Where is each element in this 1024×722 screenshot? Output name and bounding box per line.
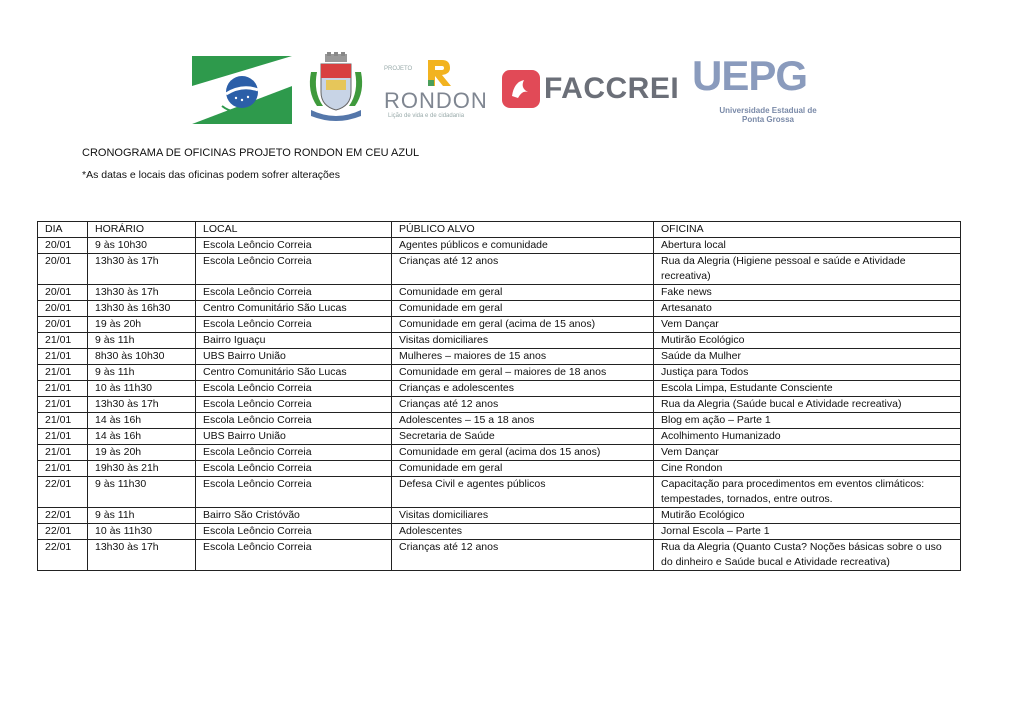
table-row (38, 413, 961, 429)
document-note: *As datas e locais das oficinas podem sofrer alterações (82, 169, 340, 181)
cell-local: Escola Leôncio Correia (196, 238, 392, 254)
cell-publico-alvo: Adolescentes (392, 524, 654, 540)
cell-horario: 9 às 11h30 (88, 477, 196, 508)
cell-oficina: Rua da Alegria (Quanto Custa? Noções básicas sobre o uso do dinheiro e Saúde bucal e Atividade recreativa) (654, 540, 961, 571)
cell-local: UBS Bairro União (196, 349, 392, 365)
document-title: CRONOGRAMA DE OFICINAS PROJETO RONDON EM CEU AZUL (82, 147, 420, 159)
cell-oficina: Abertura local (654, 238, 961, 254)
table-row (38, 333, 961, 349)
cell-dia: 22/01 (38, 524, 88, 540)
cell-oficina: Escola Limpa, Estudante Consciente (654, 381, 961, 397)
logo-strip (190, 52, 840, 128)
cell-publico-alvo: Crianças até 12 anos (392, 540, 654, 571)
cell-dia: 21/01 (38, 413, 88, 429)
rondon-r-icon (424, 58, 454, 88)
header-dia: DIA (38, 222, 88, 238)
cell-publico-alvo: Visitas domiciliares (392, 333, 654, 349)
cell-local: Centro Comunitário São Lucas (196, 301, 392, 317)
cell-horario: 10 às 11h30 (88, 381, 196, 397)
table-row (38, 540, 961, 571)
cell-local: Escola Leôncio Correia (196, 413, 392, 429)
coat-of-arms-logo (305, 52, 367, 124)
cell-horario: 10 às 11h30 (88, 524, 196, 540)
cell-oficina: Blog em ação – Parte 1 (654, 413, 961, 429)
cell-horario: 9 às 11h (88, 365, 196, 381)
cell-publico-alvo: Visitas domiciliares (392, 508, 654, 524)
table-row (38, 254, 961, 285)
table-row (38, 461, 961, 477)
parana-flag-logo (192, 56, 292, 124)
cell-local: Escola Leôncio Correia (196, 317, 392, 333)
cell-publico-alvo: Comunidade em geral (392, 285, 654, 301)
cell-local: Escola Leôncio Correia (196, 397, 392, 413)
cell-local: Escola Leôncio Correia (196, 254, 392, 285)
cell-local: Bairro São Cristóvão (196, 508, 392, 524)
cell-publico-alvo: Defesa Civil e agentes públicos (392, 477, 654, 508)
cell-horario: 14 às 16h (88, 429, 196, 445)
header-oficina: OFICINA (654, 222, 961, 238)
cell-dia: 22/01 (38, 540, 88, 571)
cell-dia: 21/01 (38, 365, 88, 381)
cell-local: Escola Leôncio Correia (196, 445, 392, 461)
cell-publico-alvo: Mulheres – maiores de 15 anos (392, 349, 654, 365)
cell-horario: 13h30 às 17h (88, 540, 196, 571)
cell-dia: 20/01 (38, 317, 88, 333)
cell-local: Escola Leôncio Correia (196, 524, 392, 540)
cell-dia: 21/01 (38, 461, 88, 477)
cell-horario: 19 às 20h (88, 445, 196, 461)
cell-dia: 21/01 (38, 333, 88, 349)
cell-publico-alvo: Comunidade em geral – maiores de 18 anos (392, 365, 654, 381)
cell-local: Bairro Iguaçu (196, 333, 392, 349)
cell-dia: 21/01 (38, 445, 88, 461)
cell-publico-alvo: Comunidade em geral (acima dos 15 anos) (392, 445, 654, 461)
cell-oficina: Acolhimento Humanizado (654, 429, 961, 445)
table-row (38, 365, 961, 381)
cell-oficina: Vem Dançar (654, 445, 961, 461)
uepg-logo (692, 52, 832, 130)
cell-oficina: Mutirão Ecológico (654, 508, 961, 524)
cell-dia: 20/01 (38, 285, 88, 301)
cell-horario: 19 às 20h (88, 317, 196, 333)
cell-local: Centro Comunitário São Lucas (196, 365, 392, 381)
faccrei-emblem-icon (502, 70, 540, 108)
schedule-table (37, 221, 961, 571)
cell-publico-alvo: Comunidade em geral (392, 301, 654, 317)
table-row (38, 301, 961, 317)
table-row (38, 285, 961, 301)
header-local: LOCAL (196, 222, 392, 238)
cell-dia: 20/01 (38, 254, 88, 285)
cell-horario: 13h30 às 16h30 (88, 301, 196, 317)
cell-horario: 19h30 às 21h (88, 461, 196, 477)
cell-dia: 21/01 (38, 397, 88, 413)
cell-dia: 21/01 (38, 429, 88, 445)
cell-horario: 13h30 às 17h (88, 285, 196, 301)
cell-local: Escola Leôncio Correia (196, 285, 392, 301)
rondon-tagline: Lição de vida e de cidadania (388, 113, 465, 119)
cell-oficina: Cine Rondon (654, 461, 961, 477)
cell-oficina: Justiça para Todos (654, 365, 961, 381)
cell-local: UBS Bairro União (196, 429, 392, 445)
cell-dia: 22/01 (38, 508, 88, 524)
cell-dia: 22/01 (38, 477, 88, 508)
cell-horario: 13h30 às 17h (88, 254, 196, 285)
projeto-rondon-logo (384, 58, 494, 122)
cell-oficina: Vem Dançar (654, 317, 961, 333)
cell-horario: 14 às 16h (88, 413, 196, 429)
cell-publico-alvo: Comunidade em geral (392, 461, 654, 477)
cell-publico-alvo: Crianças até 12 anos (392, 254, 654, 285)
cell-horario: 9 às 11h (88, 333, 196, 349)
table-row (38, 317, 961, 333)
cell-horario: 9 às 11h (88, 508, 196, 524)
rondon-small-label: PROJETO (384, 66, 413, 72)
cell-oficina: Saúde da Mulher (654, 349, 961, 365)
faccrei-logo (502, 70, 682, 114)
cell-oficina: Jornal Escola – Parte 1 (654, 524, 961, 540)
cell-publico-alvo: Comunidade em geral (acima de 15 anos) (392, 317, 654, 333)
cell-dia: 20/01 (38, 301, 88, 317)
cell-publico-alvo: Secretaria de Saúde (392, 429, 654, 445)
table-row (38, 238, 961, 254)
cell-publico-alvo: Adolescentes – 15 a 18 anos (392, 413, 654, 429)
uepg-subtitle: Universidade Estadual de Ponta Grossa (719, 106, 817, 124)
cell-local: Escola Leôncio Correia (196, 381, 392, 397)
cell-local: Escola Leôncio Correia (196, 477, 392, 508)
cell-oficina: Rua da Alegria (Higiene pessoal e saúde e Atividade recreativa) (654, 254, 961, 285)
cell-publico-alvo: Crianças até 12 anos (392, 397, 654, 413)
cell-horario: 13h30 às 17h (88, 397, 196, 413)
rondon-label: RONDON (384, 88, 488, 113)
cell-dia: 21/01 (38, 381, 88, 397)
table-header-row (38, 222, 961, 238)
table-row (38, 429, 961, 445)
table-row (38, 524, 961, 540)
cell-local: Escola Leôncio Correia (196, 540, 392, 571)
table-row (38, 349, 961, 365)
cell-publico-alvo: Crianças e adolescentes (392, 381, 654, 397)
cell-oficina: Mutirão Ecológico (654, 333, 961, 349)
header-horario: HORÁRIO (88, 222, 196, 238)
cell-oficina: Fake news (654, 285, 961, 301)
uepg-label: UEPG (692, 52, 808, 99)
cell-dia: 21/01 (38, 349, 88, 365)
cell-oficina: Rua da Alegria (Saúde bucal e Atividade recreativa) (654, 397, 961, 413)
table-row (38, 508, 961, 524)
table-row (38, 445, 961, 461)
header-publico-alvo: PÚBLICO ALVO (392, 222, 654, 238)
cell-local: Escola Leôncio Correia (196, 461, 392, 477)
cell-horario: 8h30 às 10h30 (88, 349, 196, 365)
cell-publico-alvo: Agentes públicos e comunidade (392, 238, 654, 254)
table-row (38, 381, 961, 397)
cell-oficina: Artesanato (654, 301, 961, 317)
cell-horario: 9 às 10h30 (88, 238, 196, 254)
cell-dia: 20/01 (38, 238, 88, 254)
cell-oficina: Capacitação para procedimentos em eventos climáticos: tempestades, tornados, entre outros. (654, 477, 961, 508)
table-body (38, 238, 961, 571)
faccrei-label: FACCREI (544, 72, 680, 105)
table-row (38, 397, 961, 413)
table-row (38, 477, 961, 508)
